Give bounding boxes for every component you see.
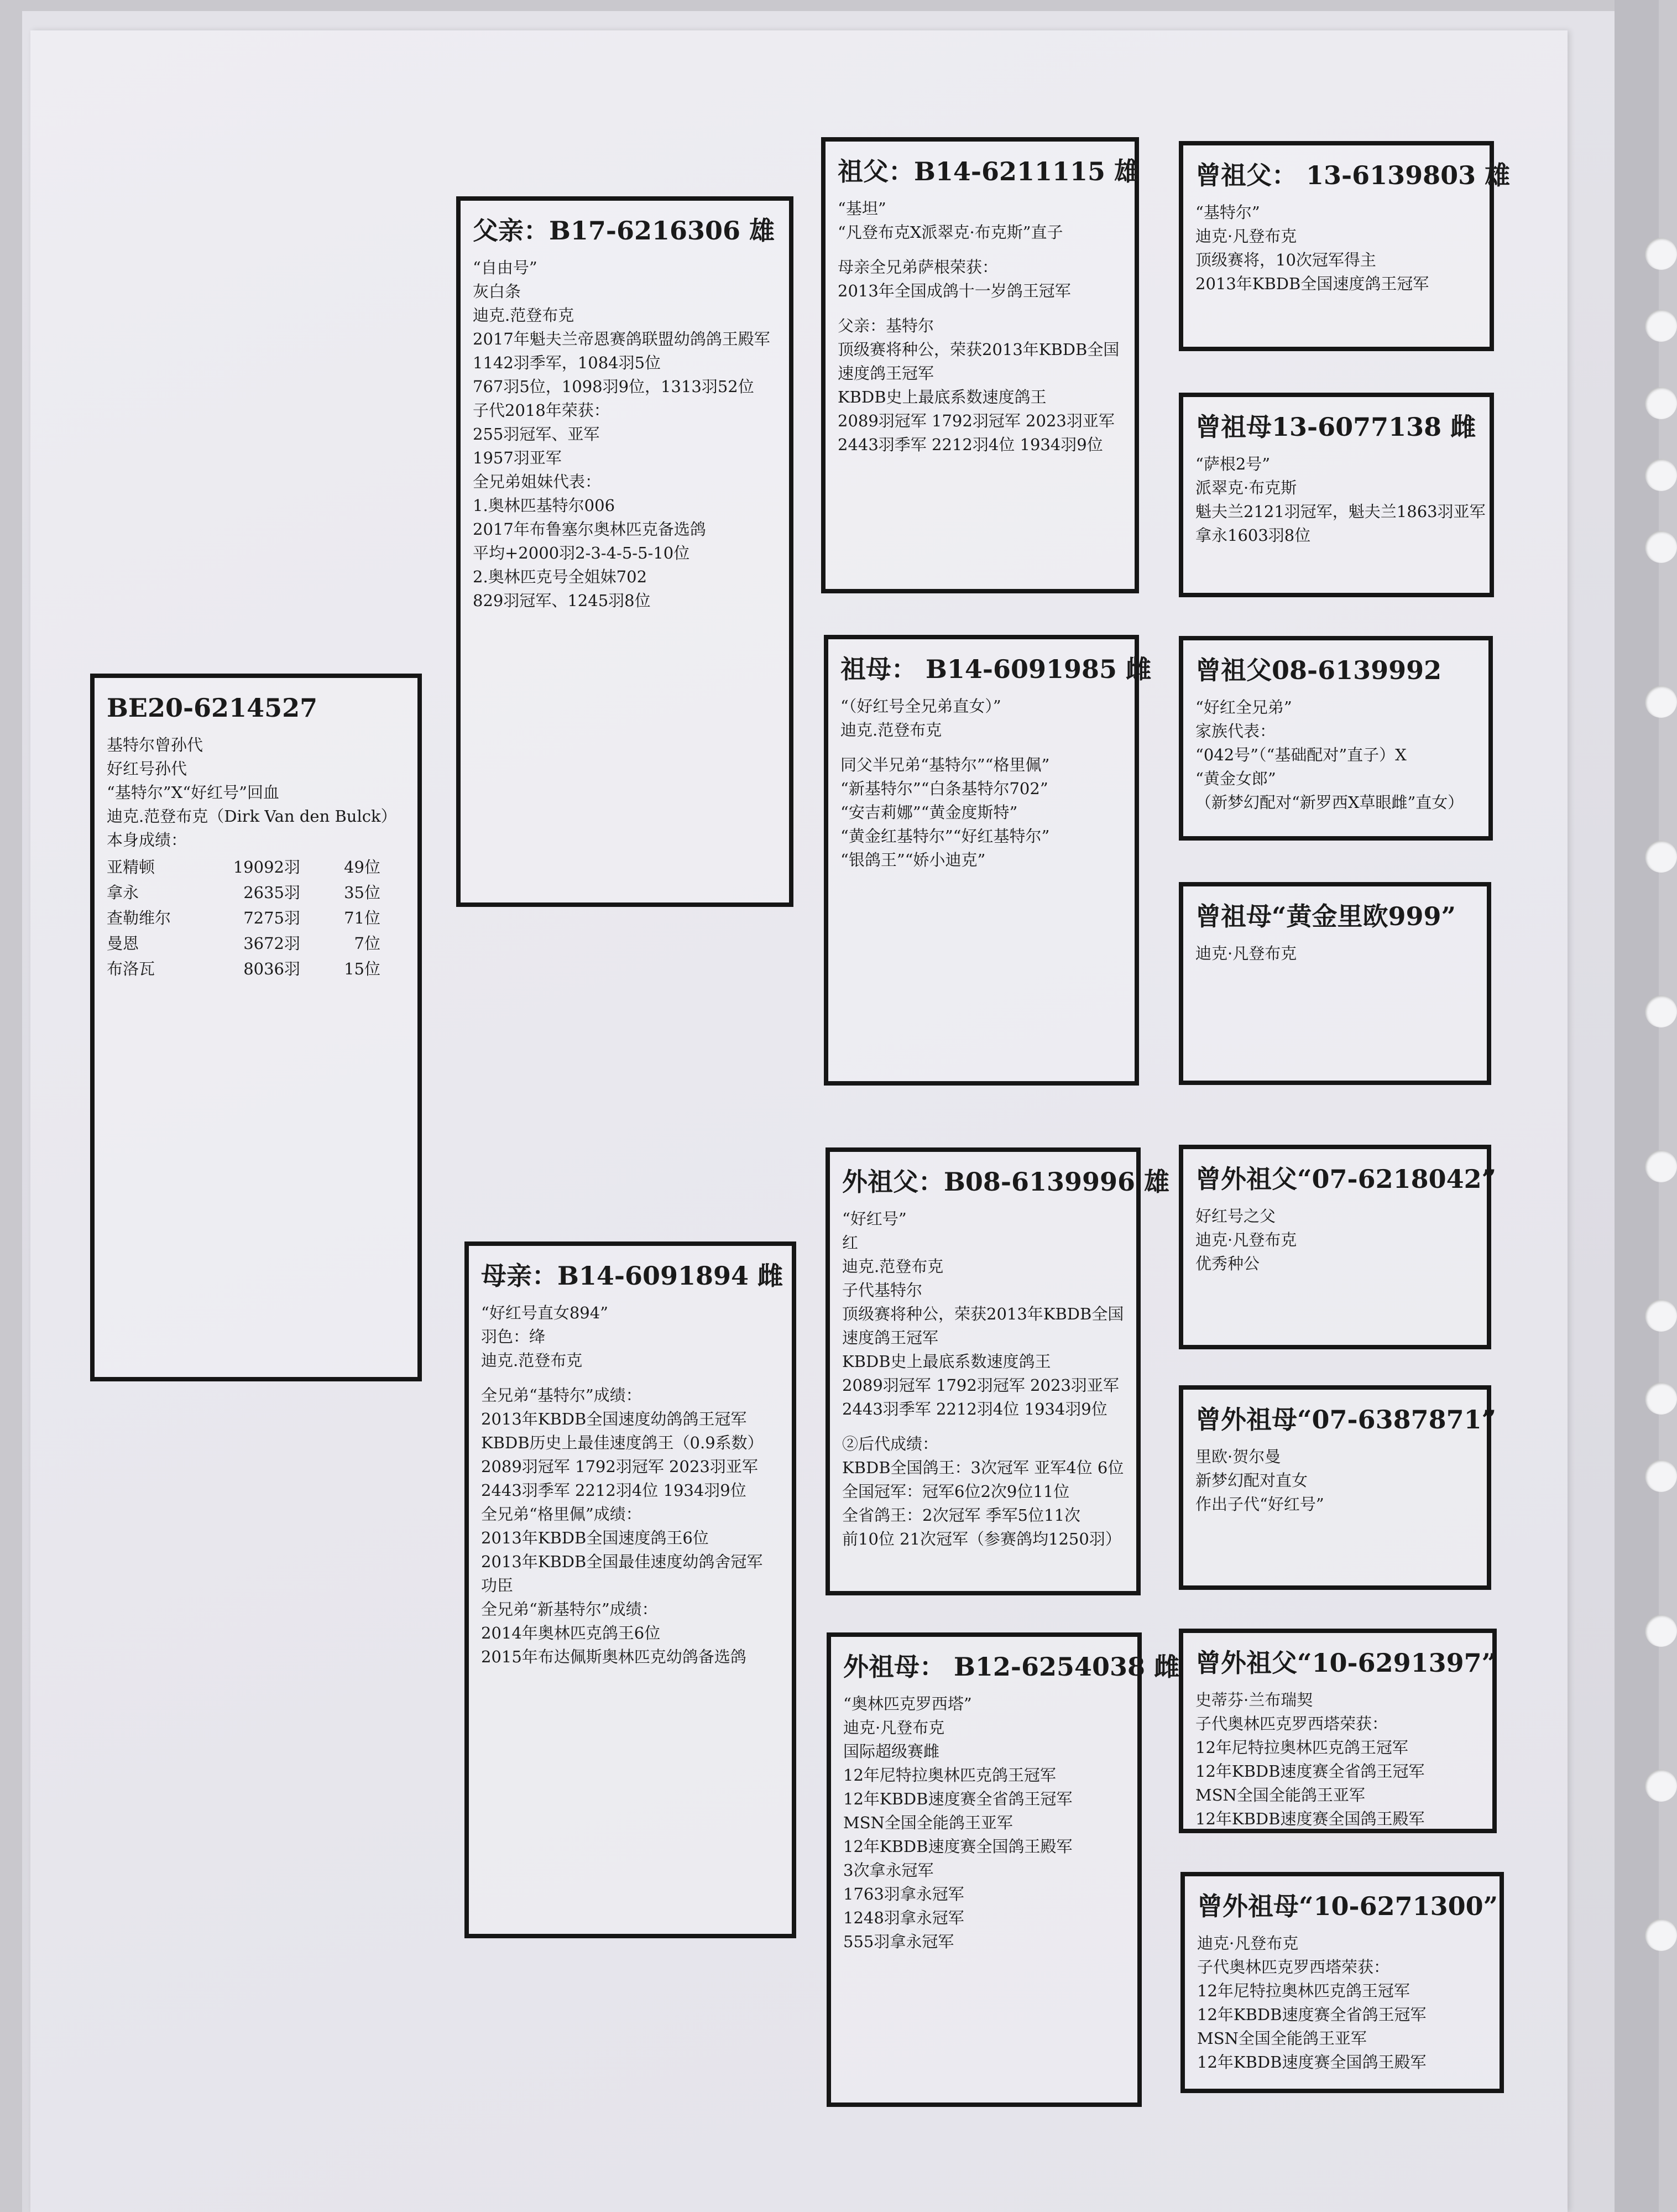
card-line: 好红号孙代: [107, 759, 187, 778]
card-line: 灰白条: [473, 282, 521, 301]
subject-ring-number: BE20-6214527: [107, 693, 318, 723]
card-line: “奥林匹克罗西塔”: [843, 1694, 972, 1713]
card-line: 顶级赛将，10次冠军得主: [1195, 251, 1376, 269]
card-line: 好红号之父: [1195, 1207, 1276, 1225]
race-birds: 7275羽: [243, 909, 300, 927]
card-line: MSN全国全能鸽王亚军: [1197, 2029, 1367, 2048]
punch-hole: [1645, 1770, 1677, 1802]
card-line: 羽色：绛: [481, 1327, 546, 1346]
card-line: 家族代表：: [1195, 722, 1276, 740]
card-line: “新基特尔”“白条基特尔702”: [840, 779, 1048, 798]
card-line: 255羽冠军、亚军: [473, 425, 600, 444]
card-line: 子代奥林匹克罗西塔荣获：: [1195, 1714, 1388, 1733]
great-grandmother-title: 曾外祖母“07-6387871”: [1195, 1405, 1497, 1434]
card-line: 767羽5位，1098羽9位，1313羽52位: [473, 377, 754, 396]
race-birds: 3672羽: [243, 934, 300, 953]
punch-hole: [1645, 238, 1677, 270]
great-grandmother-card-2: [1179, 882, 1491, 1085]
card-line: 1248羽拿永冠军: [843, 1908, 964, 1927]
card-line: MSN全国全能鸽王亚军: [1195, 1786, 1365, 1804]
card-line: 12年尼特拉奥林匹克鸽王冠军: [1197, 1981, 1410, 2000]
punch-hole: [1645, 1460, 1677, 1492]
card-line: KBDB全国鸽王：3次冠军 亚军4位 6位: [842, 1458, 1124, 1477]
great-grandfather-title: 曾外祖父“07-6218042”: [1195, 1164, 1497, 1194]
punch-hole: [1645, 841, 1677, 873]
card-line: “好红号直女894”: [481, 1303, 609, 1322]
mother-card: [464, 1241, 796, 1938]
father-title: 父亲：B17-6216306 雄: [473, 216, 775, 246]
card-line: 母亲全兄弟萨根荣获：: [838, 258, 999, 276]
spacer: [481, 1373, 780, 1384]
card-line: （新梦幻配对“新罗西X草眼雌”直女）: [1195, 793, 1464, 812]
card-line: 史蒂芬·兰布瑞契: [1195, 1691, 1313, 1709]
card-line: 2.奥林匹克号全姐妹702: [473, 567, 647, 586]
card-line: 同父半兄弟“基特尔”“格里佩”: [840, 755, 1050, 774]
card-line: 迪克·凡登布克: [1197, 1934, 1299, 1953]
card-line: 子代2018年荣获：: [473, 401, 610, 420]
great-grandfather-title: 曾祖父： 13-6139803 雄: [1195, 160, 1511, 190]
great-grandfather-card-1: [1179, 141, 1511, 351]
card-line: 迪克·凡登布克: [843, 1718, 945, 1737]
card-line: 2017年魁夫兰帝恩赛鸽联盟幼鸽鸽王殿军: [473, 330, 770, 348]
card-line: 1957羽亚军: [473, 448, 562, 467]
great-maternal-grandfather-card-1: [1179, 1145, 1497, 1349]
result-row: [107, 905, 405, 931]
card-line: “银鸽王”“娇小迪克”: [840, 851, 986, 869]
card-line: 2443羽季军 2212羽4位 1934羽9位: [838, 435, 1103, 454]
card-line: “自由号”: [473, 258, 537, 277]
card-line: “凡登布克X派翠克·布克斯”直子: [838, 223, 1063, 242]
punch-hole: [1645, 310, 1677, 342]
card-line: 12年尼特拉奥林匹克鸽王冠军: [1195, 1738, 1408, 1757]
card-line: “黄金女郎”: [1195, 769, 1276, 788]
race-name: 拿永: [107, 883, 139, 902]
card-line: 2014年奥林匹克鸽王6位: [481, 1624, 661, 1642]
card-line: 2089羽冠军 1792羽冠军 2023羽亚军: [481, 1457, 758, 1476]
card-line: 829羽冠军、1245羽8位: [473, 591, 651, 610]
card-line: 全兄弟“格里佩”成绩：: [481, 1505, 642, 1524]
card-line: 2013年全国成鸽十一岁鸽王冠军: [838, 281, 1071, 300]
maternal-grandfather-card: [826, 1147, 1170, 1595]
father-card: [456, 196, 793, 907]
card-line: “好红全兄弟”: [1195, 698, 1292, 717]
race-place: 15位: [344, 959, 380, 978]
card-line: 国际超级赛雌: [843, 1742, 940, 1761]
card-line: 2017年布鲁塞尔奥林匹克备选鸽: [473, 520, 706, 539]
race-place: 7位: [354, 934, 380, 953]
spacer: [840, 742, 1122, 753]
card-line: “（好红号全兄弟直女）”: [840, 697, 1001, 716]
race-name: 布洛瓦: [107, 959, 155, 978]
card-line: 迪克·凡登布克: [1195, 227, 1297, 246]
great-grandmother-card-1: [1179, 393, 1494, 597]
card-line: “基坦”: [838, 199, 886, 218]
card-line: 派翠克·布克斯: [1195, 478, 1297, 497]
card-line: 基特尔曾孙代: [107, 735, 203, 754]
card-line: 红: [842, 1233, 859, 1252]
results-table: [107, 854, 405, 982]
paternal-grandfather-card: [821, 137, 1139, 593]
punch-hole: [1645, 1919, 1677, 1951]
card-line: 全兄弟“新基特尔”成绩：: [481, 1600, 658, 1619]
punch-hole: [1645, 531, 1677, 563]
punch-hole: [1645, 1300, 1677, 1332]
card-line: 2089羽冠军 1792羽冠军 2023羽亚军: [842, 1376, 1119, 1395]
result-row: [107, 956, 405, 982]
card-line: 12年KBDB速度赛全国鸽王殿军: [1195, 1809, 1425, 1828]
card-line: 父亲：基特尔: [838, 316, 934, 335]
card-line: 魁夫兰2121羽冠军，魁夫兰1863羽亚军: [1195, 502, 1486, 521]
card-line: 2443羽季军 2212羽4位 1934羽9位: [481, 1481, 746, 1500]
card-line: 迪克.范登布克: [473, 306, 574, 325]
card-line: 前10位 21次冠军（参赛鸽均1250羽）: [842, 1530, 1121, 1548]
race-birds: 8036羽: [243, 959, 300, 978]
card-line: 12年KBDB速度赛全省鸽王冠军: [1197, 2005, 1427, 2024]
card-line: 1.奥林匹基特尔006: [473, 496, 615, 515]
card-line: “基特尔”X“好红号”回血: [107, 783, 279, 802]
card-line: 12年KBDB速度赛全国鸽王殿军: [1197, 2053, 1427, 2072]
paternal-grandmother-card: [824, 635, 1152, 1086]
great-maternal-grandfather-card-2: [1179, 1629, 1497, 1833]
paternal-grandmother-title: 祖母： B14-6091985 雌: [840, 654, 1152, 684]
card-line: 迪克.范登布克（Dirk Van den Bulck）: [107, 807, 397, 826]
card-line: 12年KBDB速度赛全省鸽王冠军: [843, 1790, 1073, 1808]
card-line: 2443羽季军 2212羽4位 1934羽9位: [842, 1400, 1107, 1418]
card-line: 速度鸽王冠军: [842, 1328, 939, 1347]
card-line: 555羽拿永冠军: [843, 1932, 954, 1951]
great-maternal-grandmother-card-1: [1179, 1385, 1497, 1590]
card-line: “好红号”: [842, 1209, 907, 1228]
great-grandfather-title: 曾祖父08-6139992: [1195, 655, 1442, 685]
card-line: 3次拿永冠军: [843, 1861, 934, 1880]
card-line: 迪克·凡登布克: [1195, 944, 1297, 963]
card-line: 全兄弟姐妹代表：: [473, 472, 602, 491]
card-line: “萨根2号”: [1195, 455, 1271, 473]
mother-title: 母亲：B14-6091894 雌: [481, 1261, 783, 1291]
card-line: 2089羽冠军 1792羽冠军 2023羽亚军: [838, 411, 1115, 430]
result-row: [107, 854, 405, 880]
great-grandmother-title: 曾祖母“黄金里欧999”: [1195, 901, 1456, 931]
card-line: 顶级赛将种公，荣获2013年KBDB全国: [838, 340, 1120, 359]
card-line: “042号”（“基础配对”直子）X: [1195, 745, 1407, 764]
card-line: 顶级赛将种公，荣获2013年KBDB全国: [842, 1305, 1124, 1323]
punch-hole: [1645, 686, 1677, 718]
race-name: 亚精顿: [107, 858, 155, 877]
card-line: 2013年KBDB全国速度幼鸽鸽王冠军: [481, 1410, 747, 1428]
result-row: [107, 880, 405, 905]
card-line: 迪克.范登布克: [481, 1351, 583, 1370]
great-grandfather-title: 曾外祖父“10-6291397”: [1195, 1648, 1497, 1678]
card-line: MSN全国全能鸽王亚军: [843, 1813, 1013, 1832]
maternal-grandmother-title: 外祖母： B12-6254038 雌: [843, 1652, 1180, 1682]
card-line: 优秀种公: [1195, 1254, 1260, 1273]
card-line: 2013年KBDB全国速度鸽王6位: [481, 1528, 709, 1547]
race-place: 35位: [344, 883, 380, 902]
card-line: ②后代成绩：: [842, 1434, 939, 1453]
race-birds: 19092羽: [233, 858, 300, 877]
card-line: 新梦幻配对直女: [1195, 1471, 1308, 1490]
card-line: 迪克.范登布克: [842, 1257, 944, 1276]
card-line: 本身成绩：: [107, 831, 187, 849]
race-place: 49位: [344, 858, 380, 877]
maternal-grandfather-title: 外祖父：B08-6139996 雄: [842, 1167, 1170, 1197]
punch-hole: [1645, 1615, 1677, 1647]
punch-hole: [1645, 387, 1677, 419]
card-line: 拿永1603羽8位: [1195, 526, 1311, 545]
card-line: 12年KBDB速度赛全国鸽王殿军: [843, 1837, 1073, 1856]
card-line: 平均+2000羽2-3-4-5-5-10位: [473, 544, 690, 562]
punch-hole: [1645, 1150, 1677, 1182]
great-grandmother-title: 曾外祖母“10-6271300”: [1197, 1891, 1498, 1921]
card-line: 迪克·凡登布克: [1195, 1230, 1297, 1249]
card-line: KBDB历史上最佳速度鸽王（0.9系数）: [481, 1433, 764, 1452]
card-line: 12年KBDB速度赛全省鸽王冠军: [1195, 1762, 1425, 1781]
result-row: [107, 931, 405, 956]
great-grandmother-title: 曾祖母13-6077138 雌: [1195, 412, 1476, 442]
card-line: 全国冠军：冠军6位2次9位11位: [842, 1482, 1070, 1501]
card-line: KBDB史上最底系数速度鸽王: [842, 1352, 1051, 1371]
card-line: “黄金红基特尔”“好红基特尔”: [840, 827, 1050, 846]
card-line: 2013年KBDB全国速度鸽王冠军: [1195, 274, 1429, 293]
card-line: 子代基特尔: [842, 1281, 923, 1300]
card-line: 1763羽拿永冠军: [843, 1885, 964, 1903]
race-name: 查勒维尔: [107, 909, 171, 927]
card-line: 作出子代“好红号”: [1195, 1495, 1324, 1514]
card-line: “安吉莉娜”“黄金度斯特”: [840, 803, 1018, 822]
spacer: [838, 244, 1122, 255]
card-line: 速度鸽王冠军: [838, 364, 934, 383]
card-line: 里欧·贺尔曼: [1195, 1447, 1281, 1466]
card-line: 迪克.范登布克: [840, 721, 942, 739]
punch-hole: [1645, 459, 1677, 491]
card-line: 功臣: [481, 1576, 514, 1595]
punch-hole: [1645, 995, 1677, 1027]
paternal-grandfather-title: 祖父：B14-6211115 雄: [838, 156, 1140, 186]
card-line: KBDB史上最底系数速度鸽王: [838, 388, 1047, 406]
race-place: 71位: [344, 909, 380, 927]
punch-hole: [1645, 1383, 1677, 1415]
card-line: 1142羽季军，1084羽5位: [473, 353, 661, 372]
card-line: 全兄弟“基特尔”成绩：: [481, 1386, 642, 1405]
subject-card: [90, 674, 422, 1381]
great-maternal-grandmother-card-2: [1180, 1872, 1504, 2093]
card-line: 2015年布达佩斯奥林匹克幼鸽备选鸽: [481, 1647, 746, 1666]
maternal-grandmother-card: [827, 1632, 1180, 2107]
race-birds: 2635羽: [243, 883, 300, 902]
great-grandfather-card-2: [1179, 636, 1493, 841]
card-line: “基特尔”: [1195, 203, 1260, 222]
spacer: [842, 1421, 1124, 1432]
card-line: 12年尼特拉奥林匹克鸽王冠军: [843, 1766, 1056, 1785]
card-line: 子代奥林匹克罗西塔荣获：: [1197, 1958, 1390, 1976]
card-line: 2013年KBDB全国最佳速度幼鸽舍冠军: [481, 1552, 763, 1571]
card-line: 全省鸽王：2次冠军 季军5位11次: [842, 1506, 1081, 1525]
race-name: 曼恩: [107, 934, 139, 953]
spacer: [838, 303, 1122, 314]
